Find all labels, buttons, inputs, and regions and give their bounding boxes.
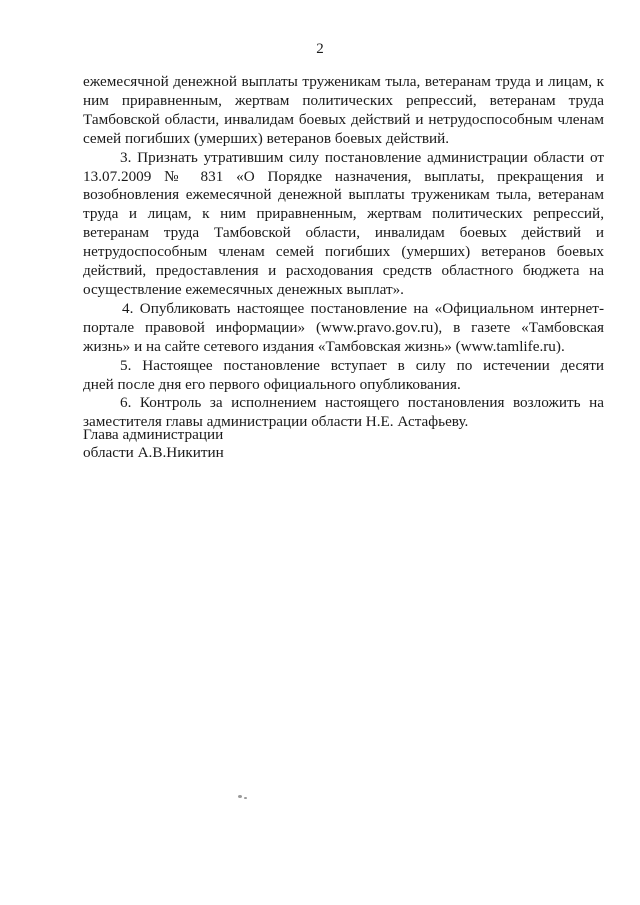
document-body <box>83 73 604 432</box>
scan-speck <box>238 795 242 798</box>
signature-block <box>83 426 224 462</box>
signature-name: области А.В.Никитин <box>83 444 224 461</box>
body-line: дней после дня его первого официального опубликования. <box>83 375 461 393</box>
body-line: 3. Признать утратившим силу постановление администрации области от <box>120 148 604 166</box>
body-line: нетрудоспособным членам семей погибших (умерших) ветеранов боевых <box>83 243 604 261</box>
scan-speck <box>244 797 247 799</box>
body-line: осуществление ежемесячных денежных выплат». <box>83 280 404 298</box>
body-line: Тамбовской области, инвалидам боевых действий и нетрудоспособным членам <box>83 110 604 128</box>
body-line: ежемесячной денежной выплаты труженикам тыла, ветеранам труда и лицам, к <box>83 73 604 90</box>
body-line: действий, предоставления и расходования средств областного бюджета на <box>83 262 604 280</box>
body-line: ветеранам труда Тамбовской области, инвалидам боевых действий и <box>83 224 604 242</box>
body-line: семей погибших (умерших) ветеранов боевых действий. <box>83 129 450 147</box>
body-line: ним приравненным, жертвам политических репрессий, ветеранам труда <box>83 91 604 109</box>
signature-title: Глава администрации <box>83 426 224 443</box>
page-number: 2 <box>316 41 324 57</box>
body-line: 4. Опубликовать настоящее постановление на «Официальном интернет- <box>122 299 604 317</box>
body-line: портале правовой информации» (www.pravo.gov.ru), в газете «Тамбовская <box>83 318 604 336</box>
body-line: труда и лицам, к ним приравненным, жертвам политических репрессий, <box>83 205 604 223</box>
body-line: 13.07.2009 № 831 «О Порядке назначения, выплаты, прекращения и <box>83 167 604 185</box>
body-line: заместителя главы администрации области Н.Е. Астафьеву. <box>83 413 469 431</box>
body-line: 5. Настоящее постановление вступает в силу по истечении десяти <box>120 356 604 374</box>
body-line: жизнь» и на сайте сетевого издания «Тамбовская жизнь» (www.tamlife.ru). <box>83 337 565 355</box>
body-line: возобновления ежемесячной денежной выплаты труженикам тыла, ветеранам <box>83 186 604 204</box>
body-line: 6. Контроль за исполнением настоящего постановления возложить на <box>120 394 604 412</box>
